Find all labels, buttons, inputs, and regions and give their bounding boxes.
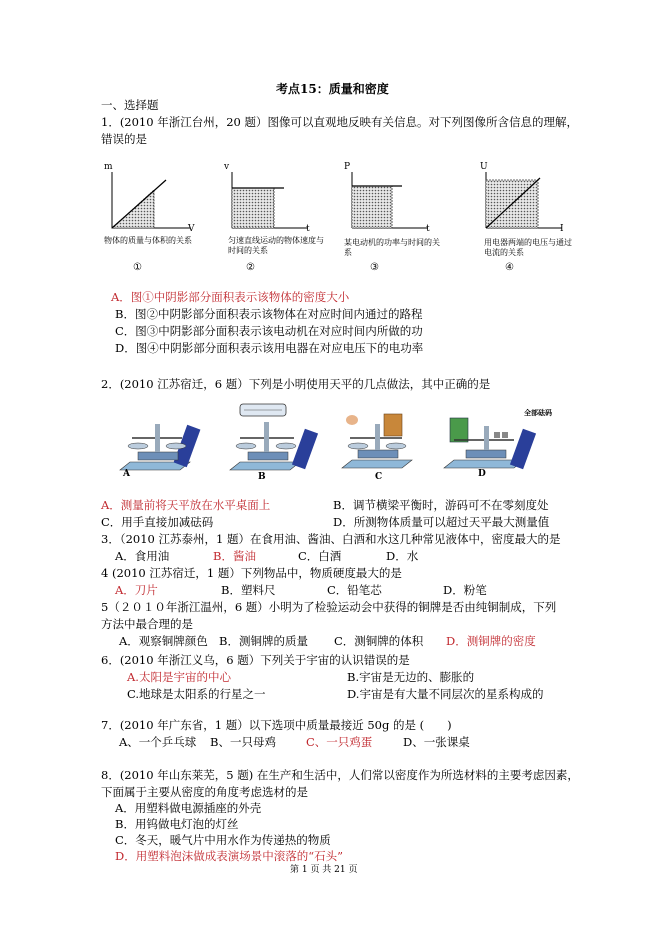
- q4-option-b: B．塑料尺: [221, 583, 276, 597]
- q3-option-b: B．酱油: [213, 549, 256, 563]
- balance-note-all-weights: 全部砝码: [524, 408, 552, 417]
- balance-illustration-c: [338, 406, 438, 477]
- q7-option-b: B、一只母鸡: [210, 735, 276, 749]
- graph-4-ylabel: U: [480, 162, 488, 172]
- graph-1: [104, 162, 195, 234]
- q1-stem-line2: 错误的是: [101, 132, 147, 146]
- balance-illustration-a: [118, 408, 218, 479]
- q3-option-a: A．食用油: [115, 549, 170, 563]
- graph-1-ylabel: m: [104, 162, 113, 172]
- q5-stem-line1: 5（２０１０年浙江温州，6 题）小明为了检验运动会中获得的铜牌是否由纯铜制成，下列: [101, 600, 557, 614]
- balance-illustration-b: [222, 400, 332, 479]
- page-footer: 第 1 页 共 21 页: [290, 865, 358, 875]
- q7-option-a: A、一个乒乓球: [119, 735, 197, 749]
- graph-2-caption: 匀速直线运动的物体速度与时间的关系: [228, 236, 324, 255]
- q5-option-d: D．测铜牌的密度: [446, 634, 536, 648]
- graph-3-number: ③: [370, 262, 379, 273]
- q6-option-a: A.太阳是宇宙的中心: [127, 670, 231, 684]
- balance-label-c: C: [375, 472, 383, 482]
- q3-stem: 3．（2010 江苏泰州，1 题）在食用油、酱油、白酒和水这几种常见液体中，密度最大的是: [101, 532, 561, 546]
- q1-option-c: C．图③中阴影部分面积表示该电动机在对应时间内所做的功: [115, 324, 423, 338]
- graph-2-number: ②: [246, 262, 255, 273]
- q3-option-d: D．水: [386, 549, 419, 563]
- balance-label-b: B: [258, 472, 266, 482]
- q8-option-c: C．冬天，暖气片中用水作为传递热的物质: [115, 833, 331, 847]
- graph-4-caption: 用电器两端的电压与通过电流的关系: [484, 238, 572, 257]
- q8-stem-line1: 8．(2010 年山东莱芜，5 题) 在生产和生活中，人们常以密度作为所选材料的主要考虑因素，: [101, 768, 579, 782]
- graph-4-xlabel: I: [560, 224, 564, 234]
- graph-3-caption: 某电动机的功率与时间的关系: [344, 238, 440, 257]
- graph-2-ylabel: v: [224, 162, 230, 172]
- q8-stem-line2: 下面属于主要从密度的角度考虑选材的是: [101, 785, 308, 799]
- q1-stem-line1: 1．(2010 年浙江台州，20 题）图像可以直观地反映有关信息。对下列图像所含信息的理解，: [101, 115, 579, 129]
- q6-stem: 6．(2010 年浙江义乌，6 题）下列关于宇宙的认识错误的是: [101, 653, 410, 667]
- q8-option-b: B．用钨做电灯泡的灯丝: [115, 817, 239, 831]
- balance-label-a: A: [123, 469, 130, 479]
- graph-1-caption: 物体的质量与体积的关系: [104, 236, 192, 245]
- q4-stem: 4 (2010 江苏宿迁，1 题）下列物品中，物质硬度最大的是: [101, 566, 402, 580]
- q3-option-c: C．白酒: [298, 549, 342, 563]
- q2-option-d: D．所测物体质量可以超过天平最大测量值: [333, 515, 550, 529]
- q4-option-d: D．粉笔: [443, 583, 487, 597]
- q2-stem: 2．(2010 江苏宿迁，6 题）下列是小明使用天平的几点做法，其中正确的是: [101, 377, 491, 391]
- balance-label-d: D: [478, 469, 486, 479]
- graph-4: [478, 162, 568, 234]
- q8-option-d: D．用塑料泡沫做成表演场景中滚落的“石头”: [115, 849, 343, 863]
- section-heading: 一、选择题: [101, 98, 159, 112]
- graph-4-number: ④: [505, 262, 514, 273]
- graph-2: [224, 162, 314, 234]
- q1-option-a: A．图①中阴影部分面积表示该物体的密度大小: [111, 290, 350, 304]
- q2-option-c: C．用手直接加减砝码: [101, 515, 214, 529]
- graph-1-xlabel: V: [188, 224, 195, 234]
- q2-option-b: B．调节横梁平衡时，游码可不在零刻度处: [333, 498, 549, 512]
- q5-option-c: C．测铜牌的体积: [334, 634, 424, 648]
- q2-option-a: A．测量前将天平放在水平桌面上: [101, 498, 271, 512]
- q5-option-a: A．观察铜牌颜色: [119, 634, 208, 648]
- q7-option-c: C、一只鸡蛋: [306, 735, 373, 749]
- q6-option-b: B.宇宙是无边的、膨胀的: [347, 670, 475, 684]
- q5-stem-line2: 方法中最合理的是: [101, 617, 193, 631]
- graph-1-number: ①: [133, 262, 142, 273]
- q4-option-c: C．铅笔芯: [327, 583, 382, 597]
- q8-option-a: A．用塑料做电源插座的外壳: [115, 801, 262, 815]
- page-title: 考点15：质量和密度: [276, 82, 389, 96]
- q5-option-b: B．测铜牌的质量: [219, 634, 308, 648]
- q1-option-b: B．图②中阴影部分面积表示该物体在对应时间内通过的路程: [115, 307, 423, 321]
- graph-3-xlabel: t: [426, 224, 430, 234]
- q7-option-d: D、一张课桌: [403, 735, 470, 749]
- graph-2-xlabel: t: [306, 224, 310, 234]
- q6-option-c: C.地球是太阳系的行星之一: [127, 687, 266, 701]
- graph-3-ylabel: P: [344, 162, 351, 172]
- q6-option-d: D.宇宙是有大量不同层次的星系构成的: [347, 687, 544, 701]
- q1-option-d: D．图④中阴影部分面积表示该用电器在对应电压下的电功率: [115, 341, 424, 355]
- graph-3: [344, 162, 434, 234]
- q4-option-a: A．刀片: [115, 583, 158, 597]
- q7-stem: 7．(2010 年广东省，1 题）以下选项中质量最接近 50g 的是 ( ): [101, 718, 452, 732]
